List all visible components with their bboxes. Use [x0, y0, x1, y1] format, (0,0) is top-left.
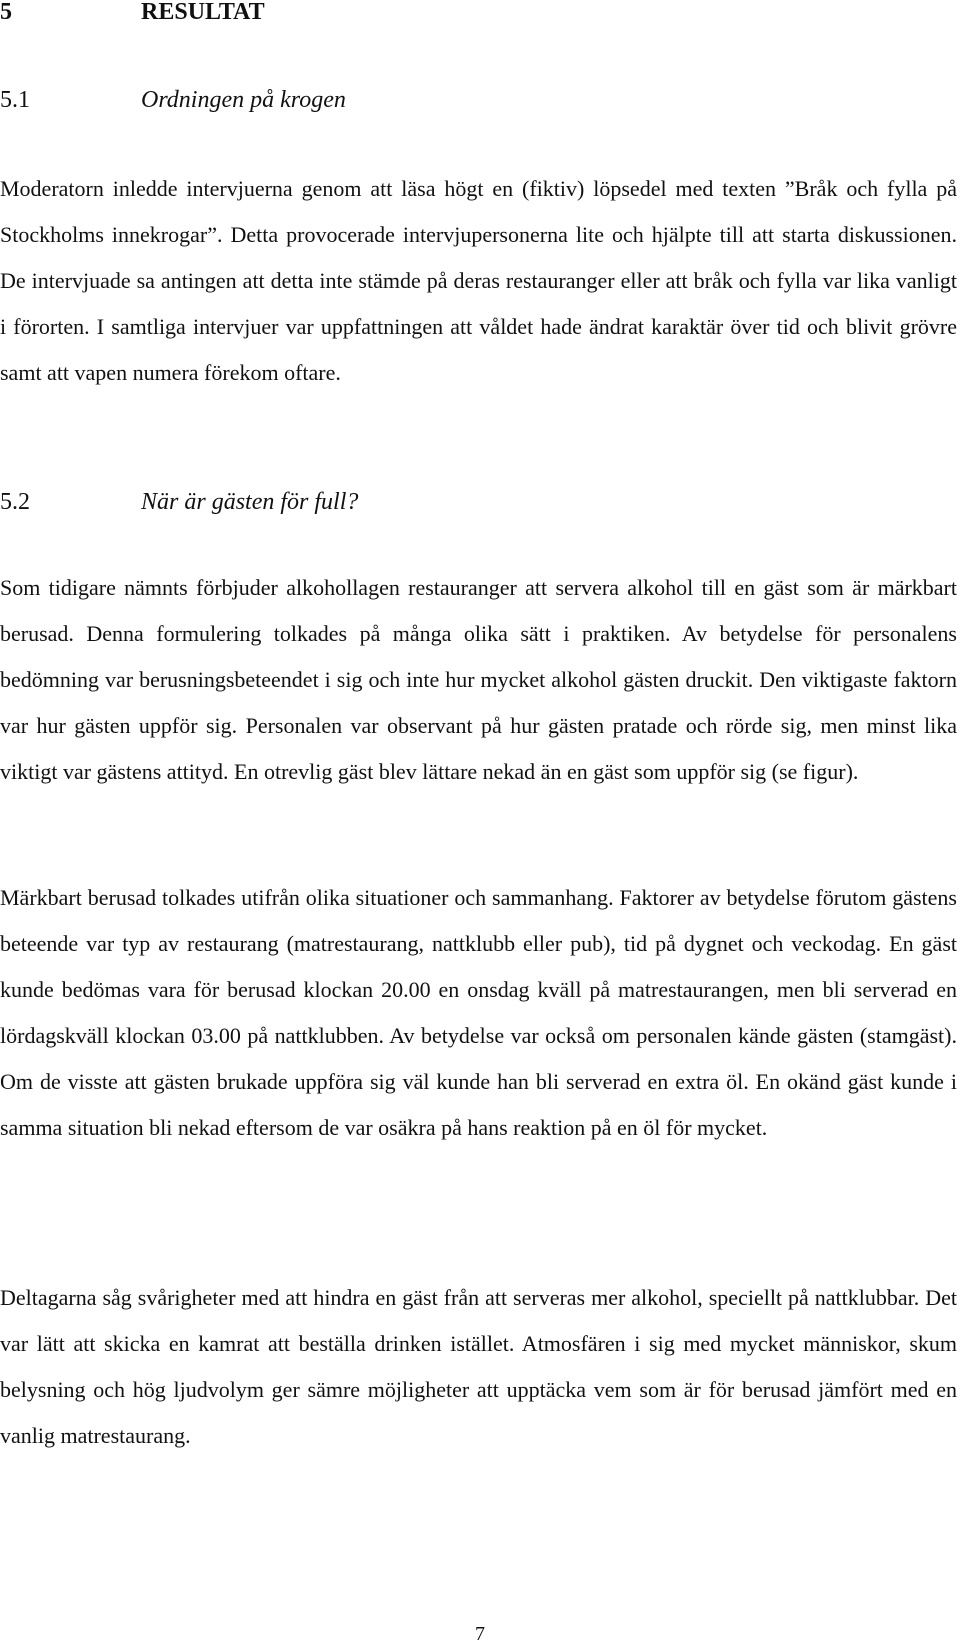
section-title: RESULTAT [141, 0, 265, 25]
paragraph: Deltagarna såg svårigheter med att hindra en gäst från att serveras mer alkohol, speciellt på nattklubbar. Det var lätt att skicka en kamrat att beställa drinken istället. Atmosfären i sig med mycket människor, skum belysning och hög ljudvolym ger sämre möjligheter att upptäcka vem som är för berusad jämfört med en vanlig matrestaurang. [0, 1285, 957, 1448]
subsection-number: 5.1 [0, 87, 30, 113]
paragraph: Som tidigare nämnts förbjuder alkohollagen restauranger att servera alkohol till en gäst som är märkbart berusad. Denna formulering tolkades på många olika sätt i praktiken. Av betydelse för personalens bedömning var berusningsbeteendet i sig och inte hur mycket alkohol gästen druckit. Den viktigaste faktorn var hur gästen uppför sig. Personalen var observant på hur gästen pratade och rörde sig, men minst lika viktigt var gästens attityd. En otrevlig gäst blev lättare nekad än en gäst som uppför sig (se figur). [0, 575, 957, 784]
subsection-title: När är gästen för full? [141, 489, 359, 515]
paragraph: Märkbart berusad tolkades utifrån olika situationer och sammanhang. Faktorer av betydelse förutom gästens beteende var typ av restaurang (matrestaurang, nattklubb eller pub), tid på dygnet och veckodag. En gäst kunde bedömas vara för berusad klockan 20.00 en onsdag kväll på matrestaurangen, men bli serverad en lördagskväll klockan 03.00 på nattklubben. Av betydelse var också om personalen kände gästen (stamgäst). Om de visste att gästen brukade uppföra sig väl kunde han bli serverad en extra öl. En okänd gäst kunde i samma situation bli nekad eftersom de var osäkra på hans reaktion på en öl för mycket. [0, 885, 957, 1140]
subsection-number: 5.2 [0, 489, 30, 515]
paragraph: Moderatorn inledde intervjuerna genom att läsa högt en (fiktiv) löpsedel med texten ”Bråk och fylla på Stockholms innekrogar”. Detta provocerade intervjupersonerna lite och hjälpte till att starta diskussionen. De intervjuade sa antingen att detta inte stämde på deras restauranger eller att bråk och fylla var lika vanligt i förorten. I samtliga intervjuer var uppfattningen att våldet hade ändrat karaktär över tid och blivit grövre samt att vapen numera förekom oftare. [0, 176, 957, 385]
page-number: 7 [475, 1623, 485, 1645]
subsection-title: Ordningen på krogen [141, 87, 346, 113]
section-number: 5 [0, 0, 12, 25]
section-heading [0, 0, 265, 26]
subsection-heading-5-2 [0, 488, 358, 516]
subsection-heading-5-1 [0, 86, 346, 114]
